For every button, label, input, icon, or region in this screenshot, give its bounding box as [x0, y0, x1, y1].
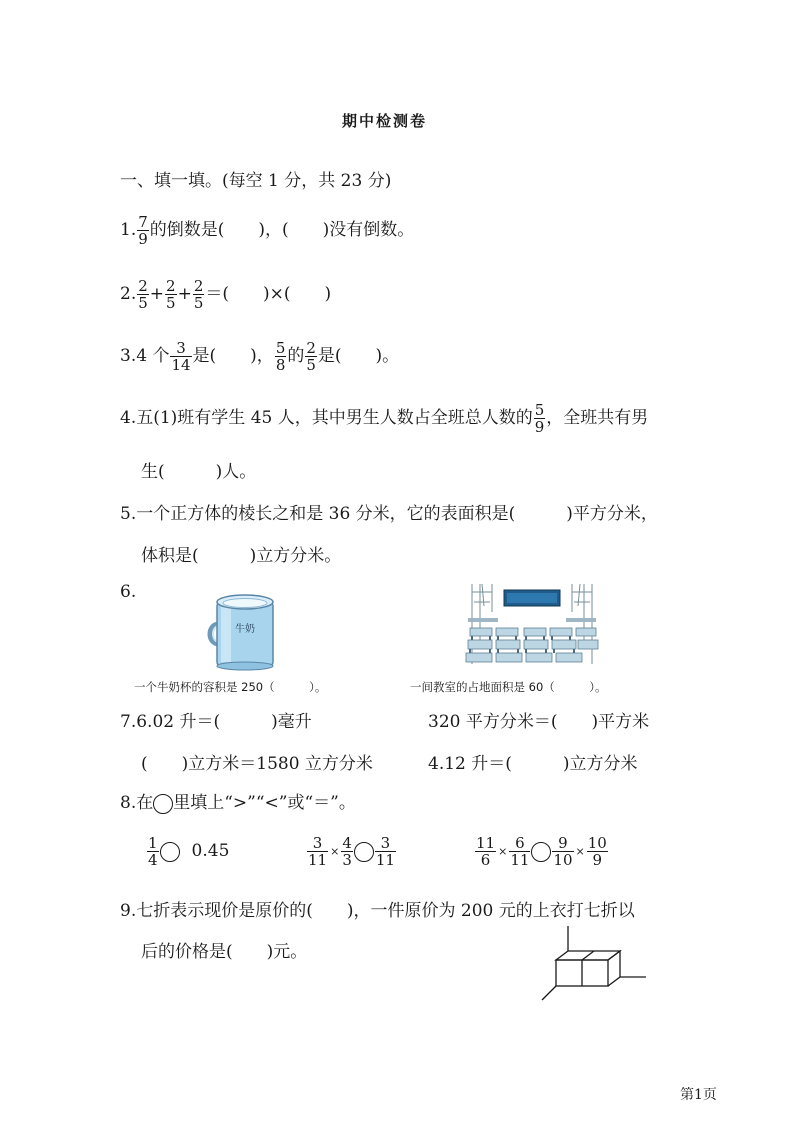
question-5-line-1: 5.一个正方体的棱长之和是 36 分米，它的表面积是( )平方分米， [120, 504, 658, 524]
fraction: $\frac{10}{9}$ [587, 834, 607, 869]
fraction: $\frac{3}{14}$ [171, 339, 191, 374]
question-9-line-1: 9.七折表示现价是原价的( )，一件原价为 200 元的上衣打七折以 [120, 901, 635, 921]
question-4-line-2: 生( )人。 [141, 462, 257, 482]
question-7b: 320 平方分米＝( )平方米 [428, 712, 650, 732]
fraction: $\frac{2}{5}$ [306, 339, 316, 374]
fraction: $\frac{5}{8}$ [275, 339, 286, 374]
fraction: $\frac{3}{11}$ [308, 834, 328, 869]
compare-circle-icon[interactable] [160, 842, 180, 862]
page-number: 第1页 [680, 1087, 717, 1103]
question-2: 2. $\frac{2}{5}$ + $\frac{2}{5}$ + $\frac{2}{5}$ ＝( )×( ) [120, 277, 332, 312]
question-6-number: 6. [120, 582, 137, 602]
fraction: $\frac{11}{6}$ [476, 834, 496, 869]
fraction: $\frac{2}{5}$ [166, 277, 176, 312]
compare-item-2: $\frac{3}{11}$ × $\frac{4}{3}$ $\frac{3}{11}$ [308, 834, 395, 869]
compare-circle-icon[interactable] [354, 842, 374, 862]
caption-classroom: 一间教室的占地面积是 60（ ）。 [410, 680, 607, 694]
section-heading: 一、填一填。(每空 1 分，共 23 分) [120, 171, 392, 191]
compare-item-3: $\frac{11}{6}$ × $\frac{6}{11}$ $\frac{9}{10}$ × $\frac{10}{9}$ [476, 834, 607, 869]
compare-item-1: $\frac{1}{4}$ 0.45 [148, 834, 230, 869]
question-8-heading: 8.在 里填上“>”“<”或“＝”。 [120, 793, 356, 813]
milk-cup-image [205, 592, 285, 672]
question-4-line-1: 4.五(1)班有学生 45 人，其中男生人数占全班总人数的 $\frac{5}{9}$ ，全班共有男 [120, 401, 649, 436]
fraction: $\frac{3}{11}$ [375, 834, 395, 869]
cube-stack-diagram [536, 924, 652, 1004]
fraction: $\frac{2}{5}$ [193, 277, 204, 312]
question-5-line-2: 体积是( )立方分米。 [141, 546, 342, 566]
fraction: $\frac{1}{4}$ [148, 834, 158, 869]
fraction: $\frac{9}{10}$ [553, 834, 573, 869]
fraction: $\frac{4}{3}$ [342, 834, 352, 869]
page-title: 期中检测卷 [342, 112, 428, 130]
fraction: $\frac{6}{11}$ [510, 834, 530, 869]
fraction: $\frac{2}{5}$ [138, 277, 148, 312]
fraction: $\frac{7}{9}$ [138, 213, 148, 248]
compare-circle-icon[interactable] [531, 842, 551, 862]
fraction: $\frac{5}{9}$ [534, 401, 545, 436]
question-7c: ( )立方米＝1580 立方分米 [141, 754, 373, 774]
question-3: 3.4 个 $\frac{3}{14}$ 是( )， $\frac{5}{8}$ 的 $\frac{2}{5}$ 是( )。 [120, 339, 400, 374]
caption-milk-cup: 一个牛奶杯的容积是 250（ ）。 [134, 680, 327, 694]
question-7a: 7.6.02 升＝( )毫升 [120, 712, 312, 732]
compare-circle-icon [153, 794, 173, 814]
question-7d: 4.12 升＝( )立方分米 [428, 754, 638, 774]
question-9-line-2: 后的价格是( )元。 [141, 942, 308, 962]
cup-label: 牛奶 [235, 624, 255, 635]
classroom-image [462, 578, 602, 668]
question-1: 1. $\frac{7}{9}$ 的倒数是( )，( )没有倒数。 [120, 213, 415, 248]
